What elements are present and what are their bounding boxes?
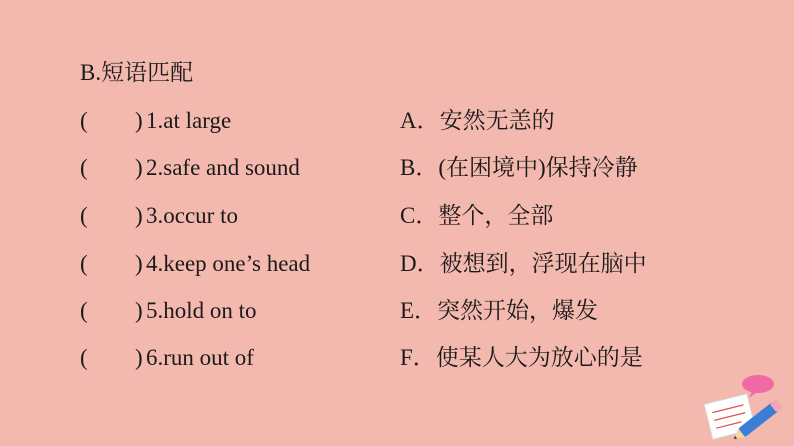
- phrase-text: 3.occur to: [146, 203, 238, 228]
- answer-blank-open: (: [80, 108, 88, 133]
- answer-blank-open: (: [80, 155, 88, 180]
- phrase-text: 4.keep one’s head: [146, 251, 311, 276]
- answer-blank-open: (: [80, 345, 88, 370]
- answer-blank-close: ): [135, 298, 143, 323]
- answer-blank-close: ): [135, 345, 143, 370]
- phrase-text: 6.run out of: [146, 345, 254, 370]
- answer-blank-close: ): [135, 155, 143, 180]
- option-text: C．整个，全部: [400, 203, 554, 228]
- option-text: B．(在困境中)保持冷静: [400, 155, 638, 180]
- option-text: E．突然开始，爆发: [400, 298, 599, 323]
- answer-blank-close: ): [135, 251, 143, 276]
- section-title: B.短语匹配: [80, 60, 194, 85]
- phrase-text: 5.hold on to: [146, 298, 257, 323]
- pencil-and-paper-icon: [702, 372, 788, 442]
- phrase-text: 2.safe and sound: [146, 155, 300, 180]
- option-text: F．使某人大为放心的是: [400, 345, 643, 370]
- answer-blank-close: ): [135, 203, 143, 228]
- option-text: D．被想到，浮现在脑中: [400, 251, 647, 276]
- answer-blank-open: (: [80, 298, 88, 323]
- phrase-text: 1.at large: [146, 108, 232, 133]
- answer-blank-open: (: [80, 251, 88, 276]
- option-text: A．安然无恙的: [400, 108, 555, 133]
- answer-blank-close: ): [135, 108, 143, 133]
- answer-blank-open: (: [80, 203, 88, 228]
